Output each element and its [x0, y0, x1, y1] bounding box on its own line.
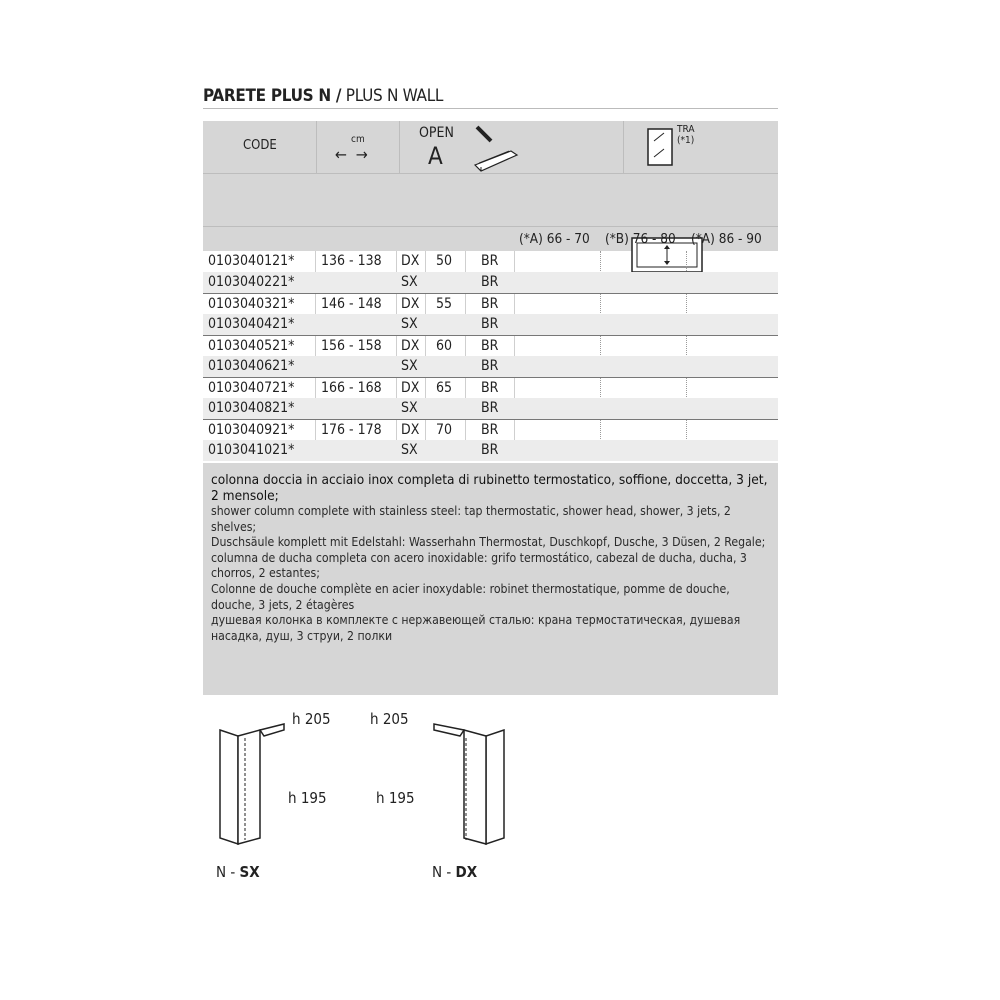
sx-label-prefix: N -	[216, 863, 240, 881]
sx-label-code: SX	[239, 863, 260, 881]
cell-code: 0103040521*	[208, 338, 295, 354]
tra-header	[677, 124, 695, 146]
dim-col-2: (*B) 76 - 80	[605, 231, 676, 247]
cell-finish: BR	[481, 400, 499, 416]
wall-drawings	[0, 700, 1000, 900]
title-bold: PARETE PLUS N /	[203, 86, 342, 106]
cell-direction: DX	[401, 253, 420, 269]
cell-direction: DX	[401, 380, 420, 396]
code-header: CODE	[243, 138, 277, 153]
cell-cm: 136 - 138	[321, 253, 382, 269]
cell-direction: SX	[401, 442, 418, 458]
cell-cm: 166 - 168	[321, 380, 382, 396]
page-title	[203, 86, 778, 109]
cell-opening: 50	[436, 253, 453, 269]
dim-col-1: (*A) 66 - 70	[519, 231, 590, 247]
cell-code: 0103040321*	[208, 296, 295, 312]
wall-dx-drawing	[430, 722, 510, 852]
cell-finish: BR	[481, 380, 499, 396]
table-row	[203, 419, 778, 441]
cell-direction: SX	[401, 400, 418, 416]
table-header	[203, 121, 778, 251]
description-en: shower column complete with stainless steel: tap thermostatic, shower head, shower, 3 jets, 2 shelves;	[211, 504, 731, 534]
header-divider	[399, 121, 400, 173]
cell-cm: 156 - 158	[321, 338, 382, 354]
description-it: colonna doccia in acciaio inox completa di rubinetto termostatico, soffione, doccetta, 3 jet, 2 mensole;	[211, 472, 768, 504]
cell-code: 0103040421*	[208, 316, 295, 332]
table-row	[203, 272, 778, 293]
table-row	[203, 356, 778, 377]
sx-height-side: h 195	[288, 789, 327, 807]
dx-label-prefix: N -	[432, 863, 456, 881]
cell-opening: 70	[436, 422, 453, 438]
wall-sx-drawing	[214, 722, 294, 852]
cell-code: 0103040221*	[208, 274, 295, 290]
cell-direction: DX	[401, 296, 420, 312]
cell-code: 0103040621*	[208, 358, 295, 374]
door-icon	[646, 127, 676, 167]
cell-code: 0103040121*	[208, 253, 295, 269]
open-value: A	[428, 142, 443, 170]
cell-opening: 60	[436, 338, 453, 354]
cell-finish: BR	[481, 358, 499, 374]
table-row	[203, 293, 778, 315]
cell-finish: BR	[481, 274, 499, 290]
cm-header: cm	[351, 134, 365, 145]
table-row	[203, 335, 778, 357]
cell-opening: 55	[436, 296, 453, 312]
table-row	[203, 377, 778, 399]
description-fr: Colonne de douche complète en acier inoxydable: robinet thermostatique, pomme de douche, douche, 3 jets, 2 étagères	[211, 581, 730, 612]
header-divider	[316, 121, 317, 173]
cell-finish: BR	[481, 338, 499, 354]
cell-finish: BR	[481, 442, 499, 458]
dx-height-side: h 195	[376, 789, 415, 807]
sx-height-top: h 205	[292, 710, 331, 728]
sx-label	[216, 863, 260, 881]
dx-label	[432, 863, 477, 881]
cell-cm: 146 - 148	[321, 296, 382, 312]
width-arrows-icon: ← →	[335, 145, 370, 164]
table-row	[203, 251, 778, 272]
cell-direction: SX	[401, 358, 418, 374]
cell-direction: SX	[401, 274, 418, 290]
dx-label-code: DX	[455, 863, 478, 881]
description-block	[203, 463, 778, 695]
cell-opening: 65	[436, 380, 453, 396]
cell-code: 0103040721*	[208, 380, 295, 396]
cell-finish: BR	[481, 316, 499, 332]
cell-code: 0103040821*	[208, 400, 295, 416]
description-de: Duschsäule komplett mit Edelstahl: Wasserhahn Thermostat, Duschkopf, Dusche, 3 Düsen, 2 Regale;	[211, 535, 766, 550]
dx-height-top: h 205	[370, 710, 409, 728]
cell-finish: BR	[481, 296, 499, 312]
open-header: OPEN	[419, 125, 454, 141]
cell-direction: DX	[401, 338, 420, 354]
cell-finish: BR	[481, 253, 499, 269]
cell-code: 0103040921*	[208, 422, 295, 438]
cell-direction: DX	[401, 422, 420, 438]
tra-note: (*1)	[677, 135, 695, 146]
description-es: columna de ducha completa con acero inoxidable: grifo termostático, cabezal de ducha, ducha, 3 chorros, 2 estantes;	[211, 550, 747, 581]
cell-direction: SX	[401, 316, 418, 332]
table-row	[203, 314, 778, 335]
table-row	[203, 440, 778, 461]
handle-icon	[471, 125, 521, 175]
cell-finish: BR	[481, 422, 499, 438]
table-row	[203, 398, 778, 419]
description-ru: душевая колонка в комплекте с нержавеющей сталью: крана термостатическая, душевая насадка, душ, 3 струи, 2 полки	[211, 613, 741, 643]
header-row-glass	[203, 173, 778, 227]
header-divider	[623, 121, 624, 173]
dim-col-3: (*A) 86 - 90	[691, 231, 762, 247]
header-row-dims	[203, 226, 778, 252]
cell-code: 0103041021*	[208, 442, 295, 458]
header-row-icons	[203, 121, 778, 173]
title-light: PLUS N WALL	[345, 86, 444, 106]
tra-text: TRA	[677, 124, 695, 135]
cell-cm: 176 - 178	[321, 422, 382, 438]
